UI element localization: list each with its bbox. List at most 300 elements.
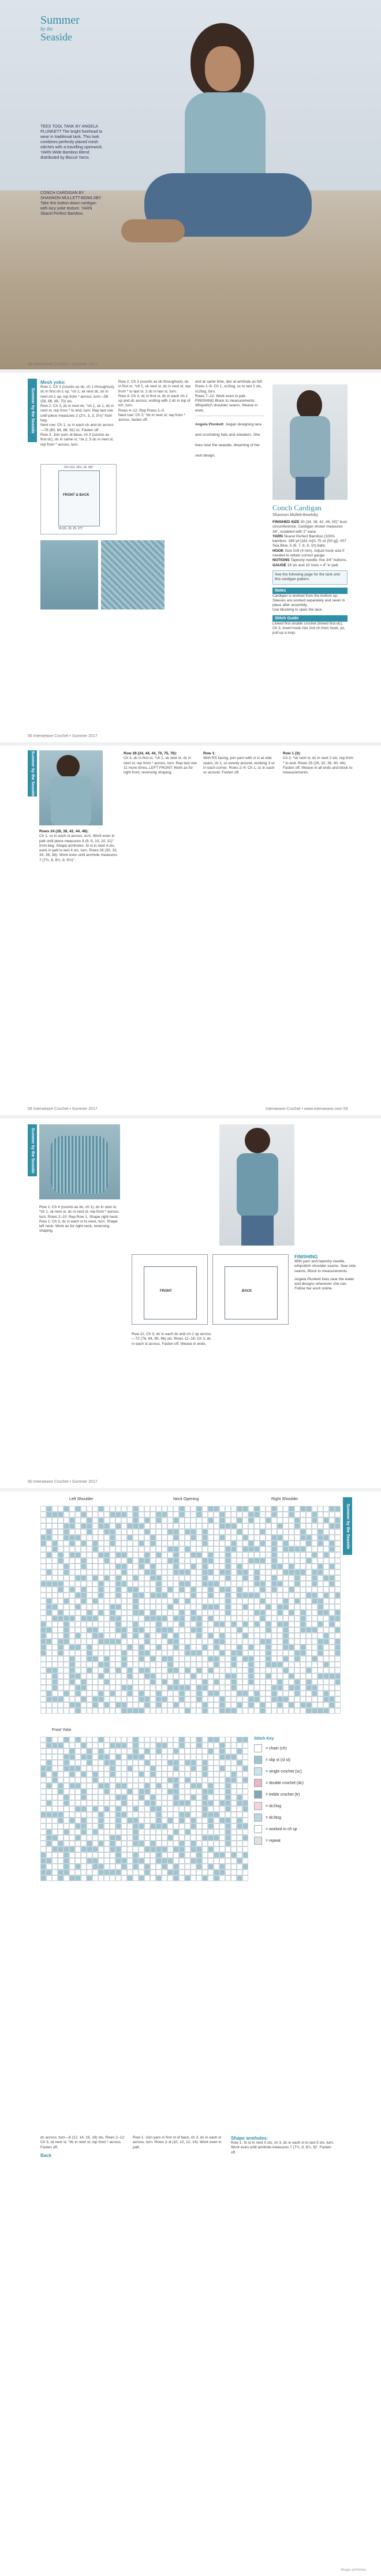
chart-cell [139, 1598, 144, 1604]
chart-cell [242, 1673, 248, 1679]
chart-cell [46, 1529, 52, 1535]
product-title: Conch Cardigan [272, 503, 322, 512]
chart-cell [133, 1616, 139, 1621]
chart-cell [110, 1812, 115, 1818]
chart-cell [75, 1818, 81, 1823]
chart-cell [185, 1823, 190, 1829]
chart-cell [225, 1800, 231, 1806]
chart-cell [121, 1650, 127, 1656]
chart-cell [219, 1644, 225, 1650]
chart-cell [64, 1552, 69, 1558]
chart-cell [133, 1685, 139, 1691]
chart-cell [115, 1841, 121, 1846]
chart-cell [185, 1858, 190, 1864]
chart-cell [150, 1535, 156, 1541]
chart-cell [318, 1696, 323, 1702]
chart-cell [202, 1558, 208, 1564]
chart-cell [98, 1691, 104, 1696]
chart-cell [139, 1506, 144, 1512]
chart-cell [190, 1870, 196, 1875]
chart-cell [167, 1517, 173, 1523]
chart-cell [104, 1592, 110, 1598]
chart-cell [69, 1523, 75, 1529]
chart-cell [173, 1512, 179, 1517]
chart-cell [196, 1592, 202, 1598]
chart-cell [312, 1644, 318, 1650]
chart-cell [225, 1662, 231, 1668]
chart-cell [231, 1748, 237, 1754]
chart-cell [323, 1639, 329, 1644]
chart-cell [323, 1633, 329, 1639]
chart-cell [115, 1696, 121, 1702]
chart-cell [219, 1650, 225, 1656]
yarn-label: YARN [272, 534, 283, 539]
chart-cell [110, 1823, 115, 1829]
chart-cell [335, 1644, 341, 1650]
chart-cell [115, 1662, 121, 1668]
chart-cell [110, 1737, 115, 1743]
chart-cell [87, 1569, 92, 1575]
schematic-label-bottom: 19 (21, 23, 25, 27)" [58, 527, 83, 530]
chart-cell [323, 1598, 329, 1604]
gauge-text: 18 sts and 10 rows = 4" in patt. [287, 563, 339, 567]
chart-cell [58, 1858, 64, 1864]
chart-cell [52, 1633, 58, 1639]
chart-cell [185, 1766, 190, 1771]
chart-cell [179, 1760, 185, 1766]
chart-cell [167, 1858, 173, 1864]
chart-cell [231, 1829, 237, 1835]
chart-cell [202, 1564, 208, 1569]
chart-cell [40, 1662, 46, 1668]
chart-cell [98, 1639, 104, 1644]
chart-cell [92, 1841, 98, 1846]
chart-cell [46, 1604, 52, 1610]
chart-cell [196, 1754, 202, 1760]
chart-cell [162, 1558, 167, 1564]
chart-cell [81, 1679, 87, 1685]
chart-cell [185, 1864, 190, 1870]
chart-cell [98, 1575, 104, 1581]
chart-cell [318, 1506, 323, 1512]
chart-cell [133, 1517, 139, 1523]
chart-cell [40, 1800, 46, 1806]
chart-cell [75, 1679, 81, 1685]
chart-cell [300, 1691, 306, 1696]
stitch-guide-heading: Stitch Guide [272, 615, 348, 622]
chart-cell [98, 1610, 104, 1616]
chart-cell [185, 1517, 190, 1523]
chart-cell [121, 1668, 127, 1673]
chart-cell [121, 1662, 127, 1668]
chart-cell [104, 1789, 110, 1794]
chart-cell [139, 1691, 144, 1696]
chart-cell [81, 1870, 87, 1875]
chart-cell [231, 1870, 237, 1875]
chart-cell [214, 1754, 219, 1760]
chart-cell [81, 1546, 87, 1552]
chart-cell [202, 1541, 208, 1546]
chart-cell [306, 1633, 312, 1639]
chart-cell [185, 1506, 190, 1512]
chart-cell [185, 1748, 190, 1754]
chart-cell [231, 1708, 237, 1714]
chart-cell [110, 1806, 115, 1812]
chart-cell [225, 1794, 231, 1800]
chart-cell [323, 1541, 329, 1546]
chart-cell [46, 1552, 52, 1558]
chart-cell [121, 1558, 127, 1564]
chart-cell [242, 1696, 248, 1702]
chart-cell [52, 1858, 58, 1864]
chart-cell [306, 1616, 312, 1621]
chart-cell [52, 1656, 58, 1662]
chart-cell [231, 1754, 237, 1760]
chart-cell [323, 1546, 329, 1552]
chart-cell [225, 1789, 231, 1794]
schematic-body [58, 470, 100, 526]
chart-cell [190, 1644, 196, 1650]
chart-cell [318, 1592, 323, 1598]
chart-cell [150, 1823, 156, 1829]
chart-cell [185, 1760, 190, 1766]
page-6 [0, 2130, 381, 2576]
chart-cell [208, 1841, 214, 1846]
chart-cell [150, 1598, 156, 1604]
chart-cell [214, 1806, 219, 1812]
chart-cell [162, 1771, 167, 1777]
chart-cell [254, 1627, 260, 1633]
chart-cell [92, 1846, 98, 1852]
chart-cell [92, 1627, 98, 1633]
chart-cell [150, 1870, 156, 1875]
chart-cell [115, 1875, 121, 1881]
chart-cell [196, 1864, 202, 1870]
chart-cell [127, 1691, 133, 1696]
chart-cell [277, 1639, 283, 1644]
chart-cell [127, 1627, 133, 1633]
chart-cell [115, 1777, 121, 1783]
chart-cell [242, 1558, 248, 1564]
chart-cell [104, 1846, 110, 1852]
chart-cell [196, 1523, 202, 1529]
chart-cell [219, 1875, 225, 1881]
col3-heading: Row 1: [203, 752, 216, 756]
chart-cell [150, 1852, 156, 1858]
chart-cell [196, 1766, 202, 1771]
chart-cell [92, 1535, 98, 1541]
chart-cell [271, 1668, 277, 1673]
chart-cell [144, 1673, 150, 1679]
chart-cell [162, 1818, 167, 1823]
chart-cell [156, 1610, 162, 1616]
chart-cell [231, 1662, 237, 1668]
chart-cell [335, 1552, 341, 1558]
chart-cell [231, 1841, 237, 1846]
chart-cell [144, 1627, 150, 1633]
chart-cell [254, 1639, 260, 1644]
chart-cell [133, 1818, 139, 1823]
chart-cell [127, 1696, 133, 1702]
chart-cell [64, 1575, 69, 1581]
chart-cell [46, 1800, 52, 1806]
chart-cell [208, 1737, 214, 1743]
chart-cell [231, 1569, 237, 1575]
chart-cell [225, 1835, 231, 1841]
chart-cell [179, 1546, 185, 1552]
chart-cell [219, 1783, 225, 1789]
chart-cell [260, 1604, 266, 1610]
chart-cell [190, 1812, 196, 1818]
chart-cell [248, 1668, 254, 1673]
chart-cell [219, 1858, 225, 1864]
chart-cell [64, 1846, 69, 1852]
chart-cell [329, 1610, 335, 1616]
chart-cell [173, 1852, 179, 1858]
chart-cell [179, 1604, 185, 1610]
chart-cell [214, 1870, 219, 1875]
chart-cell [237, 1760, 242, 1766]
chart-cell [237, 1616, 242, 1621]
chart-cell [40, 1789, 46, 1794]
chart-cell [190, 1517, 196, 1523]
chart-cell [300, 1662, 306, 1668]
chart-cell [150, 1668, 156, 1673]
chart-cell [242, 1846, 248, 1852]
chart-cell [196, 1708, 202, 1714]
chart-cell [179, 1858, 185, 1864]
chart-cell [219, 1656, 225, 1662]
chart-cell [133, 1766, 139, 1771]
chart-cell [75, 1743, 81, 1748]
chart-cell [329, 1569, 335, 1575]
chart-cell [260, 1668, 266, 1673]
chart-cell [144, 1708, 150, 1714]
chart-cell [110, 1841, 115, 1846]
chart-cell [156, 1558, 162, 1564]
chart-cell [144, 1696, 150, 1702]
chart-cell [173, 1668, 179, 1673]
chart-cell [318, 1691, 323, 1696]
chart-cell [104, 1835, 110, 1841]
chart-cell [300, 1656, 306, 1662]
chart-cell [190, 1529, 196, 1535]
chart-cell [225, 1552, 231, 1558]
page-2-column-1 [40, 380, 115, 447]
chart-cell [190, 1858, 196, 1864]
chart-cell [306, 1592, 312, 1598]
chart-cell [225, 1818, 231, 1823]
chart-cell [312, 1639, 318, 1644]
chart-cell [139, 1644, 144, 1650]
chart-cell [242, 1841, 248, 1846]
chart-cell [69, 1581, 75, 1587]
chart-cell [214, 1517, 219, 1523]
chart-cell [69, 1875, 75, 1881]
chart-cell [104, 1870, 110, 1875]
chart-cell [173, 1771, 179, 1777]
chart-cell [254, 1541, 260, 1546]
chart-cell [40, 1668, 46, 1673]
chart-cell [121, 1679, 127, 1685]
chart-cell [162, 1852, 167, 1858]
chart-cell [64, 1506, 69, 1512]
chart-cell [162, 1823, 167, 1829]
chart-cell [294, 1639, 300, 1644]
chart-cell [271, 1691, 277, 1696]
chart-cell [323, 1696, 329, 1702]
chart-cell [115, 1621, 121, 1627]
chart-cell [150, 1766, 156, 1771]
chart-cell [260, 1535, 266, 1541]
chart-cell [231, 1581, 237, 1587]
chart-cell [75, 1685, 81, 1691]
chart-cell [196, 1760, 202, 1766]
chart-cell [87, 1581, 92, 1587]
chart-cell [179, 1806, 185, 1812]
chart-cell [46, 1610, 52, 1616]
chart-cell [173, 1592, 179, 1598]
chart-cell [98, 1846, 104, 1852]
chart-cell [266, 1662, 271, 1668]
chart-cell [231, 1546, 237, 1552]
chart-cell [64, 1696, 69, 1702]
chart-cell [294, 1616, 300, 1621]
chart-cell [87, 1870, 92, 1875]
chart-cell [242, 1587, 248, 1592]
chart-cell [306, 1702, 312, 1708]
chart-cell [150, 1564, 156, 1569]
chart-cell [214, 1575, 219, 1581]
chart-cell [121, 1546, 127, 1552]
chart-cell [208, 1541, 214, 1546]
chart-cell [104, 1662, 110, 1668]
chart-cell [196, 1639, 202, 1644]
chart-cell [277, 1679, 283, 1685]
chart-cell [87, 1552, 92, 1558]
chart-cell [202, 1575, 208, 1581]
chart-cell [133, 1858, 139, 1864]
chart-cell [133, 1737, 139, 1743]
chart-cell [150, 1875, 156, 1881]
chart-cell [294, 1575, 300, 1581]
chart-cell [92, 1691, 98, 1696]
chart-cell [121, 1806, 127, 1812]
chart-cell [167, 1696, 173, 1702]
chart-cell [81, 1754, 87, 1760]
chart-cell [150, 1581, 156, 1587]
chart-cell [81, 1823, 87, 1829]
chart-cell [294, 1587, 300, 1592]
chart-cell [52, 1517, 58, 1523]
chart-cell [121, 1616, 127, 1621]
chart-cell [185, 1812, 190, 1818]
chart-cell [98, 1760, 104, 1766]
chart-cell [225, 1685, 231, 1691]
chart-cell [185, 1627, 190, 1633]
chart-cell [98, 1812, 104, 1818]
chart-cell [110, 1673, 115, 1679]
chart-cell [185, 1535, 190, 1541]
chart-cell [294, 1696, 300, 1702]
chart-cell [133, 1639, 139, 1644]
chart-cell [335, 1621, 341, 1627]
chart-cell [231, 1598, 237, 1604]
chart-cell [69, 1569, 75, 1575]
chart-cell [150, 1512, 156, 1517]
chart-cell [139, 1823, 144, 1829]
chart-cell [150, 1841, 156, 1846]
chart-cell [92, 1587, 98, 1592]
page-1 [0, 0, 381, 369]
chart-cell [150, 1794, 156, 1800]
chart-cell [231, 1592, 237, 1598]
chart-cell [139, 1639, 144, 1644]
chart-cell [318, 1581, 323, 1587]
chart-cell [231, 1656, 237, 1662]
chart-cell [190, 1668, 196, 1673]
chart-cell [329, 1512, 335, 1517]
chart-cell [144, 1864, 150, 1870]
chart-cell [162, 1743, 167, 1748]
chart-cell [277, 1592, 283, 1598]
gauge-label: GAUGE [272, 563, 286, 567]
chart-cell [81, 1668, 87, 1673]
chart-cell [306, 1546, 312, 1552]
chart-cell [208, 1627, 214, 1633]
chart-cell [323, 1552, 329, 1558]
chart-cell [162, 1754, 167, 1760]
chart-cell [69, 1864, 75, 1870]
chart-cell [52, 1743, 58, 1748]
chart-cell [202, 1794, 208, 1800]
chart-cell [162, 1610, 167, 1616]
chart-cell [75, 1587, 81, 1592]
chart-cell [58, 1806, 64, 1812]
chart-cell [81, 1564, 87, 1569]
chart-cell [127, 1702, 133, 1708]
chart-cell [237, 1592, 242, 1598]
chart-cell [214, 1506, 219, 1512]
chart-cell [121, 1569, 127, 1575]
chart-cell [214, 1656, 219, 1662]
chart-cell [335, 1668, 341, 1673]
chart-cell [121, 1604, 127, 1610]
chart-cell [98, 1783, 104, 1789]
chart-cell [115, 1633, 121, 1639]
chart-cell [306, 1535, 312, 1541]
chart-cell [81, 1506, 87, 1512]
chart-cell [231, 1639, 237, 1644]
chart-cell [242, 1569, 248, 1575]
chart-cell [121, 1696, 127, 1702]
chart-cell [115, 1823, 121, 1829]
chart-cell [237, 1529, 242, 1535]
chart-cell [127, 1604, 133, 1610]
chart-cell [260, 1650, 266, 1656]
chart-cell [214, 1685, 219, 1691]
chart-cell [115, 1771, 121, 1777]
chart-cell [202, 1777, 208, 1783]
chart-cell [237, 1852, 242, 1858]
chart-cell [92, 1662, 98, 1668]
chart-cell [115, 1760, 121, 1766]
chart-cell [58, 1794, 64, 1800]
chart-cell [156, 1818, 162, 1823]
chart-cell [231, 1696, 237, 1702]
chart-cell [133, 1852, 139, 1858]
stitch-guide-text: Linked first double crochet (linked first-dc): Ch 3, insert hook into 2nd ch from hook, yo, pull up a loop. [272, 621, 345, 635]
